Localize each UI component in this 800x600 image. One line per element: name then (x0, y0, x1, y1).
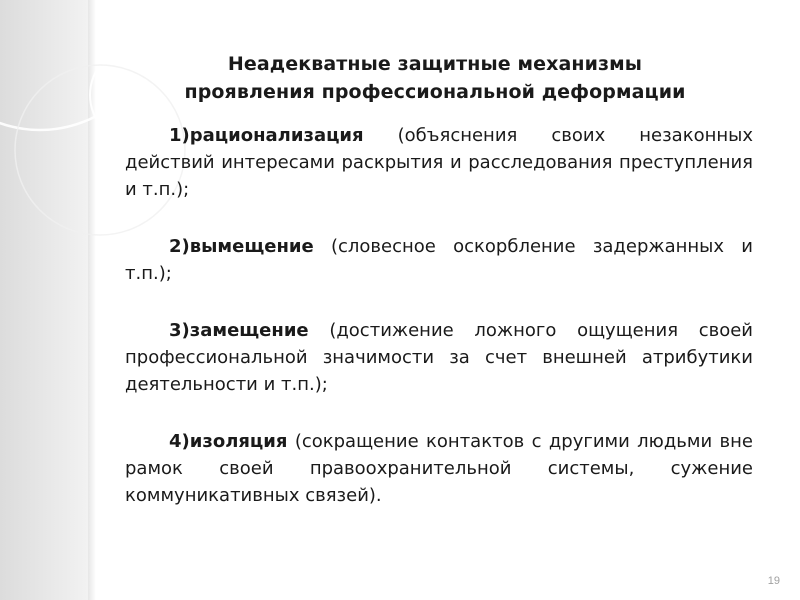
mechanism-item-4 (125, 428, 753, 509)
mechanism-description: (сокращение контактов с другими людьми вне рамок своей правоохранительной системы, сужение коммуникативных связей). (125, 431, 753, 506)
mechanism-description: (объяснения своих незаконных действий интересами раскрытия и расследования преступления и т.п.); (125, 125, 753, 200)
mechanism-item-1 (125, 122, 753, 203)
mechanism-term: 4)изоляция (169, 431, 288, 452)
slide-title (110, 50, 760, 106)
slide-title-line-2: проявления профессиональной деформации (184, 81, 686, 103)
mechanism-term: 3)замещение (169, 320, 309, 341)
mechanism-term: 2)вымещение (169, 236, 314, 257)
mechanism-item-3 (125, 317, 753, 398)
mechanism-description: (словесное оскорбление задержанных и т.п.); (125, 236, 753, 284)
slide-body (125, 122, 753, 539)
mechanism-description: (достижение ложного ощущения своей профессиональной значимости за счет внешней атрибутики деятельности и т.п.); (125, 320, 753, 395)
slide-title-line-1: Неадекватные защитные механизмы (227, 53, 643, 75)
page-number: 19 (767, 575, 780, 587)
mechanism-item-2 (125, 233, 753, 287)
mechanism-term: 1)рационализация (169, 125, 364, 146)
